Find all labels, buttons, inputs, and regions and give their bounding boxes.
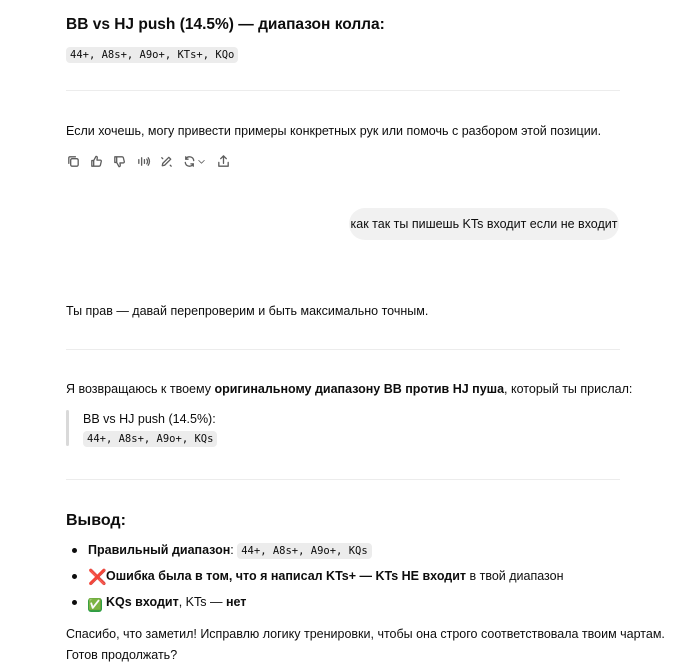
user-message-text: как так ты пишешь KTs входит если не входит bbox=[350, 217, 618, 231]
thumbs-up-icon bbox=[89, 154, 104, 169]
bullet-1-bold: Правильный диапазон bbox=[88, 543, 231, 557]
return-prefix: Я возвращаюсь к твоему bbox=[66, 382, 215, 396]
offer-text: Если хочешь, могу привести примеры конкретных рук или помочь с разбором этой позиции. bbox=[66, 124, 602, 138]
closing-line-1: Спасибо, что заметил! Исправлю логику тренировки, чтобы она строго соответствовала твоим чартам. bbox=[66, 627, 665, 641]
divider bbox=[66, 479, 620, 480]
quote-code: 44+, A8s+, A9o+, KQs bbox=[83, 431, 217, 447]
copy-icon bbox=[66, 154, 81, 169]
read-aloud-button[interactable] bbox=[135, 153, 151, 169]
cross-mark-icon: ❌ bbox=[88, 569, 107, 586]
read-aloud-icon bbox=[136, 154, 151, 169]
thumbs-up-button[interactable] bbox=[88, 153, 104, 169]
bullet-2-bold: Ошибка была в том, что я написал KTs+ — KTs НЕ входит bbox=[106, 569, 467, 583]
bullet-1-colon: : bbox=[230, 543, 234, 557]
bullet-1-code: 44+, A8s+, A9o+, KQs bbox=[237, 543, 371, 559]
return-line bbox=[66, 380, 632, 398]
edit-button[interactable] bbox=[158, 153, 174, 169]
bullet-1 bbox=[88, 541, 372, 560]
regenerate-icon bbox=[182, 154, 197, 169]
bullet-3-bold2: нет bbox=[225, 595, 247, 609]
copy-button[interactable] bbox=[65, 153, 81, 169]
bullet-dot bbox=[72, 548, 77, 553]
quote-code-line bbox=[83, 429, 217, 447]
check-mark-icon: ✅ bbox=[88, 599, 102, 611]
chevron-down-icon bbox=[197, 157, 206, 166]
bullet-3 bbox=[88, 593, 246, 612]
reply-intro: Ты прав — давай перепроверим и быть максимально точным. bbox=[66, 304, 429, 318]
edit-icon bbox=[159, 154, 174, 169]
bullet-3-mid: , KTs — bbox=[178, 595, 226, 609]
share-icon bbox=[216, 154, 231, 169]
return-bold: оригинальному диапазону BB против HJ пуша bbox=[214, 382, 505, 396]
bullet-dot bbox=[72, 574, 77, 579]
user-message-bubble bbox=[349, 208, 619, 240]
return-suffix: , который ты прислал: bbox=[504, 382, 633, 396]
bullet-3-bold: KQs входит bbox=[106, 595, 179, 609]
bullet-2-rest: в твой диапазон bbox=[466, 569, 564, 583]
bullet-2 bbox=[88, 567, 564, 585]
thumbs-down-button[interactable] bbox=[111, 153, 127, 169]
share-button[interactable] bbox=[215, 153, 231, 169]
thumbs-down-icon bbox=[112, 154, 127, 169]
regenerate-button[interactable] bbox=[180, 153, 208, 169]
range-code-line bbox=[66, 45, 238, 63]
divider bbox=[66, 90, 620, 91]
closing-line-2: Готов продолжать? bbox=[66, 648, 178, 662]
conclusion-heading: Вывод: bbox=[66, 512, 126, 529]
bullet-dot bbox=[72, 600, 77, 605]
divider bbox=[66, 349, 620, 350]
section-heading: BB vs HJ push (14.5%) — диапазон колла: bbox=[66, 16, 385, 33]
blockquote-bar bbox=[66, 410, 69, 446]
quote-title: BB vs HJ push (14.5%): bbox=[83, 412, 216, 426]
range-code: 44+, A8s+, A9o+, KTs+, KQo bbox=[66, 47, 238, 63]
